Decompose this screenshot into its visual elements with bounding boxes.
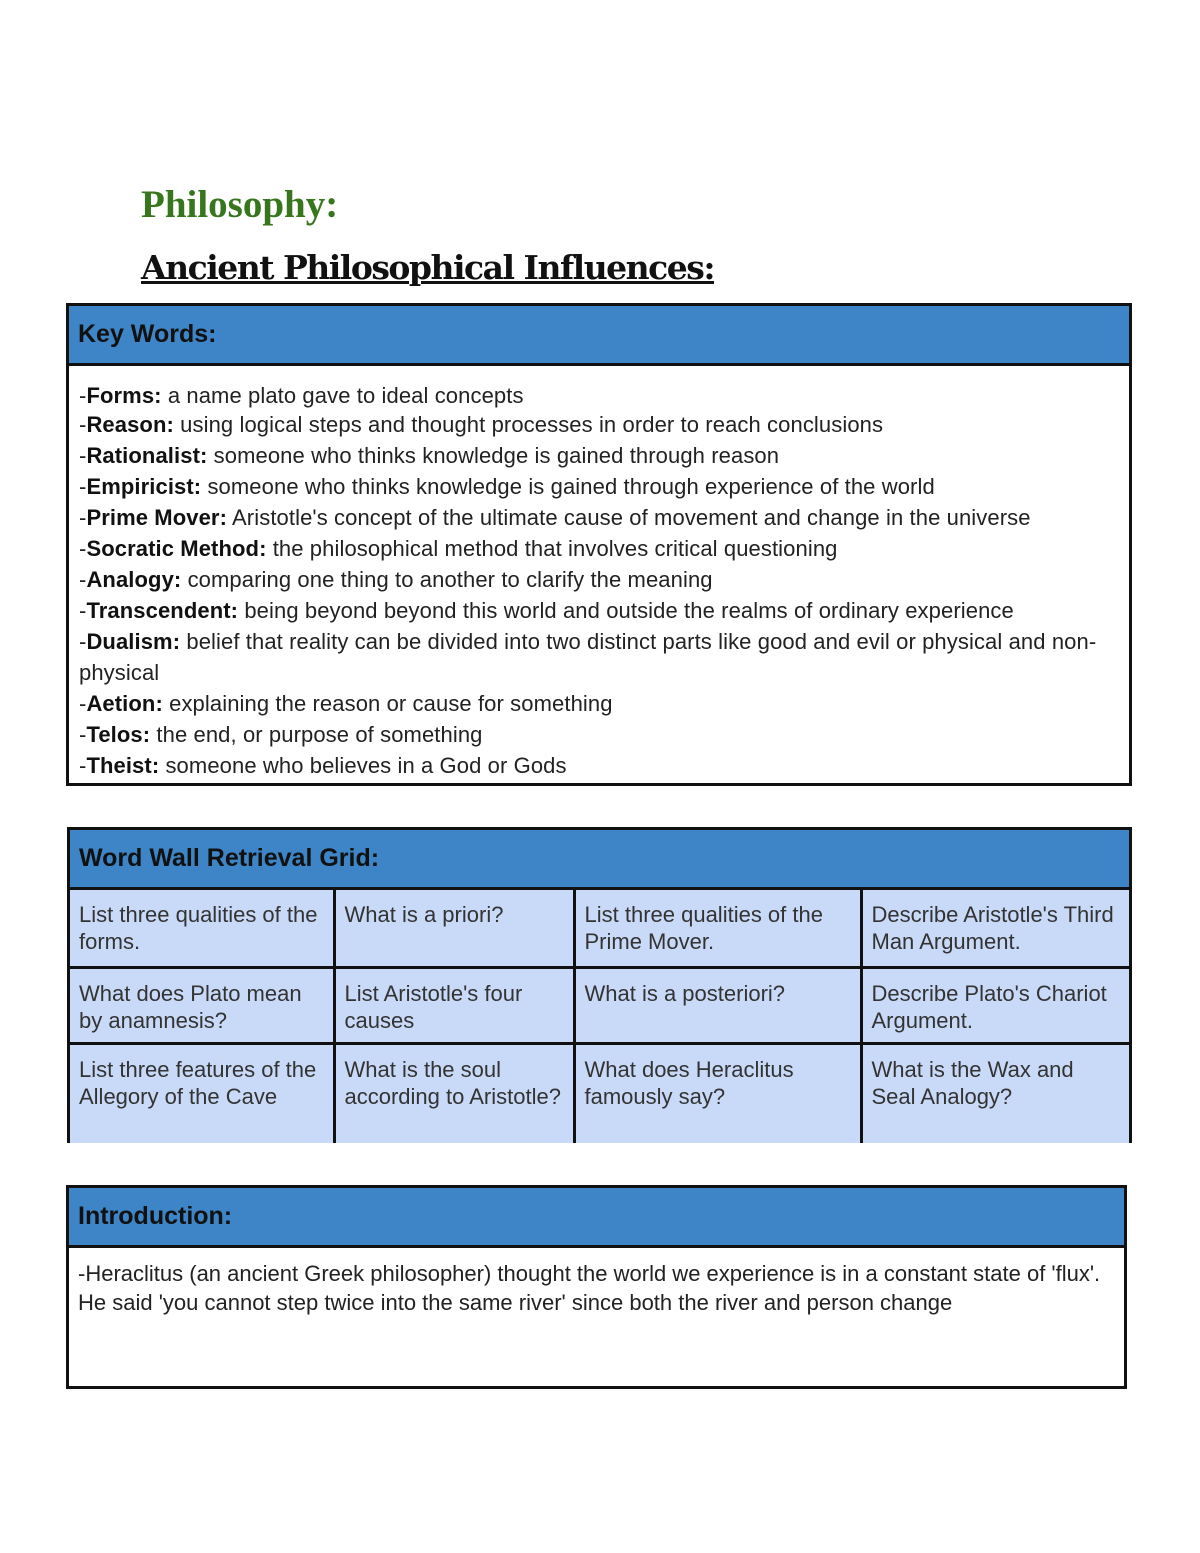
keyword-term: Theist: [86,753,160,778]
keyword-term: Prime Mover: [86,505,228,530]
grid-cell: Describe Plato's Chariot Argument. [861,967,1129,1043]
key-words-header: Key Words: [69,306,1129,366]
page-subtitle: Ancient Philosophical Influences: [141,248,715,287]
keyword-definition: someone who thinks knowledge is gained through experience of the world [201,474,935,499]
grid-cell: What does Heraclitus famously say? [574,1043,861,1143]
keyword-definition: explaining the reason or cause for something [162,691,613,716]
keyword-definition: comparing one thing to another to clarify the meaning [181,567,713,592]
keyword-term: Reason: [86,412,174,437]
keyword-term: Dualism: [86,629,181,654]
keyword-item: -Reason: using logical steps and thought processes in order to reach conclusions [79,412,884,437]
grid-cell: What is the soul according to Aristotle? [334,1043,574,1143]
keyword-definition: using logical steps and thought processes in order to reach conclusions [173,412,884,437]
keyword-item: -Analogy: comparing one thing to another to clarify the meaning [79,567,713,592]
grid-cell: What does Plato mean by anamnesis? [70,967,334,1043]
keyword-item: -Dualism: belief that reality can be divided into two distinct parts like good and evil or physical and non-physical [79,629,1097,685]
introduction-text: -Heraclitus (an ancient Greek philosopher) thought the world we experience is in a constant state of 'flux'. He said 'you cannot step twice into the same river' since both the river and person change [78,1261,1101,1315]
keyword-item: -Prime Mover: Aristotle's concept of the ultimate cause of movement and change in the universe [79,505,1031,530]
keyword-item: -Socratic Method: the philosophical method that involves critical questioning [79,536,838,561]
grid-cell: What is a posteriori? [574,967,861,1043]
keyword-term: Telos: [86,722,151,747]
grid-cell: What is a priori? [334,890,574,967]
keyword-term: Analogy: [86,567,182,592]
page-title: Philosophy: [141,183,339,226]
keyword-definition: a name plato gave to ideal concepts [161,383,524,408]
keyword-definition: someone who believes in a God or Gods [159,753,567,778]
keyword-definition: the philosophical method that involves critical questioning [266,536,838,561]
keyword-term: Aetion: [86,691,163,716]
retrieval-grid-table [70,890,1129,1143]
grid-cell: List Aristotle's four causes [334,967,574,1043]
keyword-term: Transcendent: [86,598,239,623]
grid-row [70,1043,1129,1143]
retrieval-grid-header: Word Wall Retrieval Grid: [70,830,1129,890]
keyword-definition: being beyond beyond this world and outside the realms of ordinary experience [238,598,1014,623]
keyword-item: -Empiricist: someone who thinks knowledge is gained through experience of the world [79,474,935,499]
grid-row [70,890,1129,967]
grid-cell: List three features of the Allegory of the Cave [70,1043,334,1143]
grid-cell: What is the Wax and Seal Analogy? [861,1043,1129,1143]
keyword-definition: someone who thinks knowledge is gained through reason [207,443,780,468]
keyword-term: Forms: [86,383,162,408]
keyword-term: Rationalist: [86,443,208,468]
grid-row [70,967,1129,1043]
keyword-item: -Rationalist: someone who thinks knowledge is gained through reason [79,443,780,468]
keyword-definition: Aristotle's concept of the ultimate cause of movement and change in the universe [227,505,1031,530]
keyword-item: -Aetion: explaining the reason or cause for something [79,691,613,716]
keyword-definition: belief that reality can be divided into two distinct parts like good and evil or physical and non-physical [79,629,1097,685]
keyword-item: -Telos: the end, or purpose of something [79,722,483,747]
keyword-item: -Theist: someone who believes in a God or Gods [79,753,567,778]
keyword-term: Empiricist: [86,474,202,499]
introduction-box [66,1185,1127,1389]
retrieval-grid-box [67,827,1132,1143]
grid-cell: List three qualities of the Prime Mover. [574,890,861,967]
grid-cell: List three qualities of the forms. [70,890,334,967]
keyword-definition: the end, or purpose of something [150,722,483,747]
key-words-box [66,303,1132,786]
keyword-term: Socratic Method: [86,536,267,561]
introduction-header: Introduction: [69,1188,1124,1248]
keyword-item: -Transcendent: being beyond beyond this world and outside the realms of ordinary experience [79,598,1014,623]
keyword-item: -Forms: a name plato gave to ideal concepts [79,383,524,408]
key-words-list [69,366,1129,781]
grid-cell: Describe Aristotle's Third Man Argument. [861,890,1129,967]
